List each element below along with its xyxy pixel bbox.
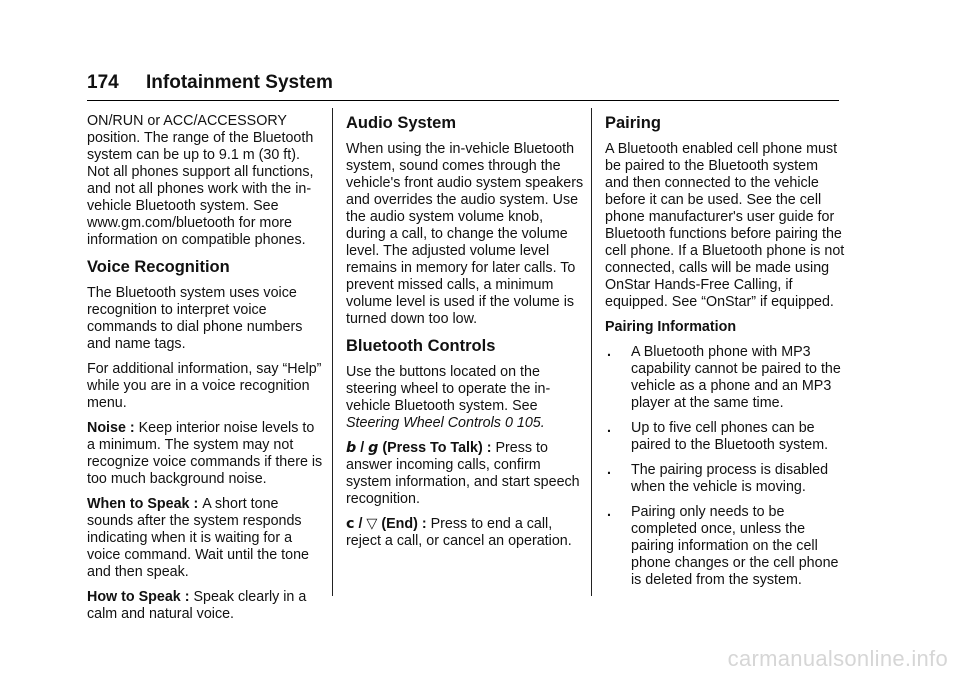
noise-text: Keep interior noise levels to a minimum. The system may not recognize voice commands if there is too much background noise. <box>87 420 323 487</box>
list-item <box>605 462 845 496</box>
list-item <box>605 344 845 412</box>
column-divider <box>591 108 592 596</box>
voice-recognition-heading: Voice Recognition <box>87 258 230 276</box>
intro-paragraph: ON/RUN or ACC/ACCESSORY position. The range of the Bluetooth system can be up to 9.1 m (30 ft). Not all phones support all functions, and not all phones work with the in-vehicle Bluetooth system. See www.gm.com/bluetooth for more information on compatible phones. <box>87 113 314 248</box>
list-item <box>605 420 845 454</box>
controls-paragraph: Use the buttons located on the steering wheel to operate the in-vehicle Bluetooth system. See Steering Wheel Controls 0 105. <box>346 364 551 431</box>
bullet-text: The pairing process is disabled when the vehicle is moving. <box>631 462 829 495</box>
bullet-text: Pairing only needs to be completed once, unless the pairing information on the cell phone changes or the cell phone is deleted from the system. <box>631 504 839 588</box>
controls-text: Use the buttons located on the steering wheel to operate the in-vehicle Bluetooth system. See <box>346 364 551 414</box>
when-to-speak-label: When to Speak : <box>87 496 203 512</box>
end-text: Press to end a call, reject a call, or cancel an operation. <box>346 516 572 549</box>
column-left <box>87 113 325 631</box>
bullet-icon: . <box>607 420 611 436</box>
voice-talk-icon: g <box>368 440 379 456</box>
pairing-information-heading: Pairing Information <box>605 319 737 335</box>
how-to-speak-text: Speak clearly in a calm and natural voice. <box>87 589 307 622</box>
end-label: (End) : <box>377 516 431 532</box>
glyph-separator: / <box>354 516 367 532</box>
noise-paragraph <box>87 420 325 488</box>
list-item <box>605 504 845 589</box>
column-divider <box>332 108 333 596</box>
bullet-icon: . <box>607 344 611 360</box>
page-ref-arrow-icon: 0 <box>504 415 513 431</box>
bullet-icon: . <box>607 504 611 520</box>
voice-help-paragraph: For additional information, say “Help” while you are in a voice recognition menu. <box>87 361 322 411</box>
how-to-speak-paragraph <box>87 589 325 623</box>
end-triangle-icon: ▽ <box>366 516 378 532</box>
page-header <box>87 70 839 101</box>
bullet-text: A Bluetooth phone with MP3 capability cannot be paired to the vehicle as a phone and an MP3 player at the same time. <box>631 344 841 411</box>
voice-paragraph: The Bluetooth system uses voice recognition to interpret voice commands to dial phone numbers and name tags. <box>87 285 303 352</box>
pairing-paragraph: A Bluetooth enabled cell phone must be paired to the Bluetooth system and then connected to the vehicle before it can be used. See the cell phone manufacturer's user guide for Bluetooth functions before pairing the cell phone. If a Bluetooth phone is not connected, calls will be made using OnStar Hands-Free Calling, if equipped. See “OnStar” if equipped. <box>605 141 845 310</box>
pairing-bullet-list <box>605 344 845 589</box>
bullet-icon: . <box>607 462 611 478</box>
press-to-talk-text: Press to answer incoming calls, confirm system information, and start speech recognition. <box>346 440 580 507</box>
watermark: carmanualsonline.info <box>727 646 948 671</box>
column-middle <box>346 113 584 558</box>
page-ref-number: 105 <box>516 415 541 431</box>
phone-talk-icon: b <box>346 440 357 456</box>
bluetooth-controls-heading: Bluetooth Controls <box>346 337 496 355</box>
phone-hangup-icon: c <box>346 516 355 532</box>
pairing-heading: Pairing <box>605 114 661 132</box>
audio-system-heading: Audio System <box>346 114 457 132</box>
how-to-speak-label: How to Speak : <box>87 589 194 605</box>
steering-wheel-controls-link[interactable]: Steering Wheel Controls <box>346 415 501 431</box>
audio-system-paragraph: When using the in-vehicle Bluetooth system, sound comes through the vehicle's front audio system speakers and overrides the audio system. Use the audio system volume knob, during a call, to change the volume level. The adjusted volume level remains in memory for later calls. To prevent missed calls, a minimum volume level is used if the volume is turned down too low. <box>346 141 584 327</box>
bullet-text: Up to five cell phones can be paired to the Bluetooth system. <box>631 420 829 453</box>
section-title: Infotainment System <box>146 72 333 93</box>
when-to-speak-paragraph <box>87 496 325 581</box>
noise-label: Noise : <box>87 420 139 436</box>
glyph-separator: / <box>356 440 369 456</box>
page-number: 174 <box>87 72 119 93</box>
column-right <box>605 113 845 597</box>
press-to-talk-label: (Press To Talk) : <box>378 440 496 456</box>
when-to-speak-text: A short tone sounds after the system responds indicating when it is waiting for a voice command. Wait until the tone and then speak. <box>87 496 309 580</box>
end-paragraph <box>346 516 584 550</box>
press-to-talk-paragraph <box>346 440 584 508</box>
